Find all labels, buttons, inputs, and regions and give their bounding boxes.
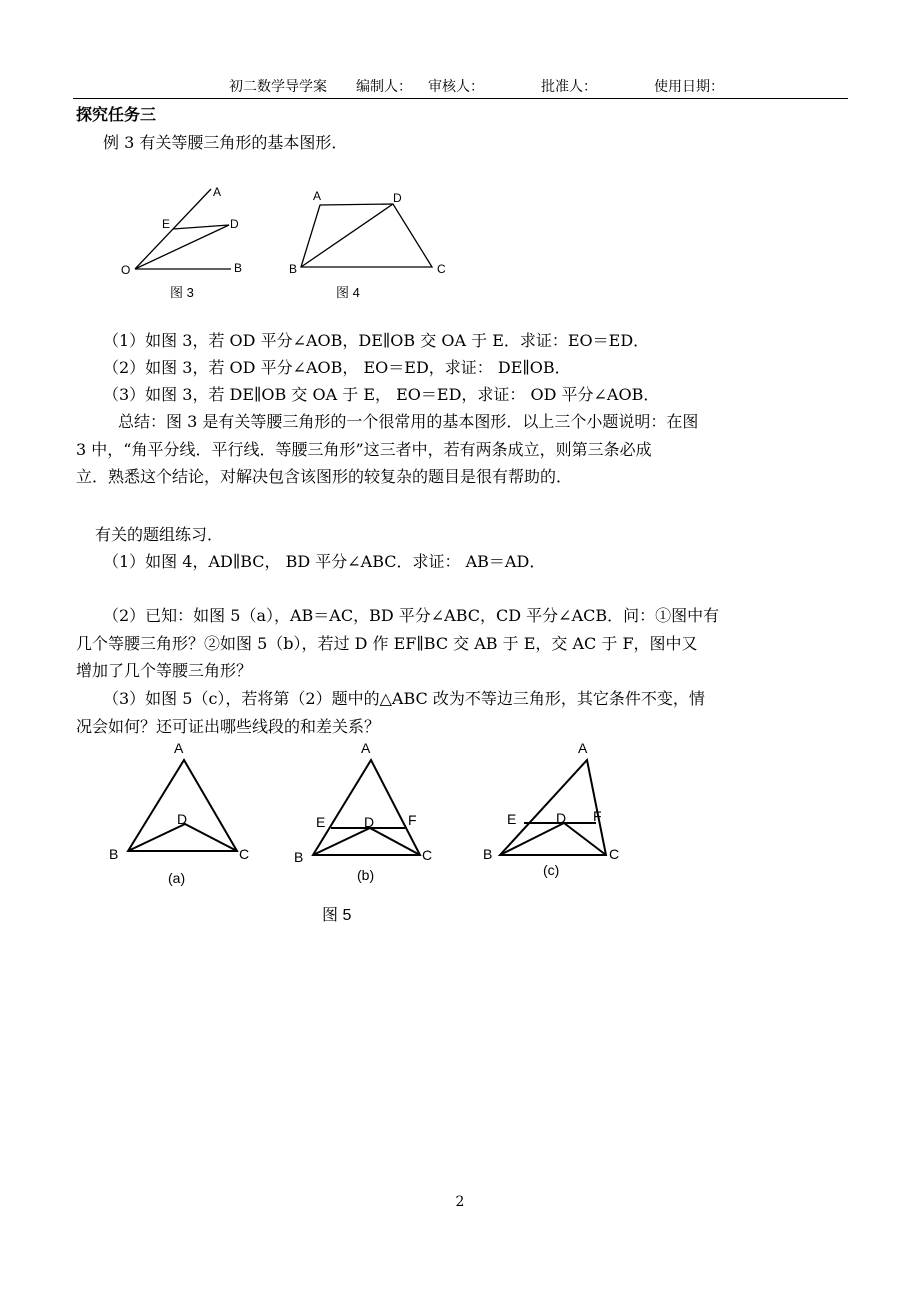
question-1: （1）如图 3，若 OD 平分∠AOB，DE∥OB 交 OA 于 E．求证：EO＝ED． — [103, 331, 650, 350]
fig5a-label-C: C — [239, 846, 250, 862]
practice-title: 有关的题组练习． — [95, 525, 224, 544]
fig5b-label-B: B — [294, 849, 304, 865]
fig5c-label-E: E — [507, 811, 517, 827]
fig4-label-B: B — [289, 262, 298, 276]
fig4-line-BD — [301, 204, 393, 267]
fig5c-label-C: C — [609, 846, 620, 862]
header-editor: 编制人： — [356, 79, 412, 95]
figure-4 — [280, 180, 460, 305]
figure-3 — [110, 180, 260, 305]
summary-line-3: 立．熟悉这个结论，对解决包含该图形的较复杂的题目是很有帮助的． — [76, 467, 573, 486]
fig5a-bisectors — [128, 824, 237, 851]
question-2: （2）如图 3，若 OD 平分∠AOB， EO＝ED，求证： DE∥OB． — [103, 358, 571, 377]
header-rule — [73, 98, 848, 99]
fig5b-label-F: F — [408, 812, 417, 828]
fig5a-triangle — [128, 760, 237, 851]
fig5a-label-D: D — [177, 811, 188, 827]
fig4-label-A: A — [313, 189, 322, 203]
fig5c-caption: (c) — [543, 862, 560, 878]
fig5-caption: 图 5 — [322, 907, 352, 924]
fig3-label-O: O — [121, 263, 131, 277]
header-date: 使用日期： — [654, 79, 724, 95]
practice-3-line-2: 况会如何？还可证出哪些线段的和差关系？ — [76, 717, 381, 736]
practice-3-line-1: （3）如图 5（c），若将第（2）题中的△ABC 改为不等边三角形，其它条件不变，情 — [103, 689, 705, 708]
fig3-label-B: B — [234, 261, 243, 275]
page-number: 2 — [455, 1194, 465, 1210]
practice-2-line-3: 增加了几个等腰三角形？ — [76, 661, 253, 680]
practice-2-line-1: （2）已知：如图 5（a），AB＝AC，BD 平分∠ABC，CD 平分∠ACB．问：①图中有 — [103, 606, 720, 625]
practice-2-line-2: 几个等腰三角形？②如图 5（b），若过 D 作 EF∥BC 交 AB 于 E，交 AC 于 F，图中又 — [76, 634, 698, 653]
fig5c-label-A: A — [578, 740, 588, 756]
fig5a-caption: (a) — [168, 870, 186, 886]
fig3-label-D: D — [230, 217, 239, 231]
practice-1: （1）如图 4，AD∥BC， BD 平分∠ABC．求证： AB＝AD． — [103, 552, 546, 571]
fig3-caption: 图 3 — [170, 285, 194, 300]
fig5c-label-B: B — [483, 846, 493, 862]
question-3: （3）如图 3，若 DE∥OB 交 OA 于 E， EO＝ED，求证： OD 平分∠AOB． — [103, 385, 660, 404]
fig4-label-D: D — [393, 191, 402, 205]
summary-line-2: 3 中，“角平分线．平行线．等腰三角形”这三者中，若有两条成立，则第三条必成 — [76, 440, 652, 459]
header-approver: 批准人： — [541, 79, 597, 95]
summary-line-1: 总结：图 3 是有关等腰三角形的一个很常用的基本图形．以上三个小题说明：在图 — [118, 412, 699, 431]
fig5a-label-A: A — [174, 740, 184, 756]
fig5b-label-C: C — [422, 847, 433, 863]
figure-5 — [100, 735, 640, 935]
fig5b-label-E: E — [316, 814, 326, 830]
fig3-line-OD — [135, 225, 229, 269]
section-title: 探究任务三 — [76, 105, 157, 124]
page-header — [0, 76, 920, 96]
fig4-caption: 图 4 — [336, 285, 360, 300]
fig5c-label-F: F — [593, 808, 602, 824]
fig4-label-C: C — [437, 262, 446, 276]
fig3-label-A: A — [213, 185, 222, 199]
fig5b-triangle — [313, 760, 420, 855]
fig5c-label-D: D — [556, 810, 567, 826]
fig5b-label-A: A — [361, 740, 371, 756]
header-title: 初二数学导学案 — [229, 79, 327, 95]
fig5b-caption: (b) — [357, 867, 375, 883]
header-reviewer: 审核人： — [428, 79, 484, 95]
fig3-label-E: E — [162, 217, 171, 231]
fig5b-label-D: D — [364, 814, 375, 830]
fig5a-label-B: B — [109, 846, 119, 862]
fig4-trapezoid — [301, 204, 432, 267]
example-title: 例 3 有关等腰三角形的基本图形． — [103, 133, 348, 152]
fig5c-triangle — [500, 760, 606, 855]
fig5b-bisectors — [313, 828, 420, 855]
